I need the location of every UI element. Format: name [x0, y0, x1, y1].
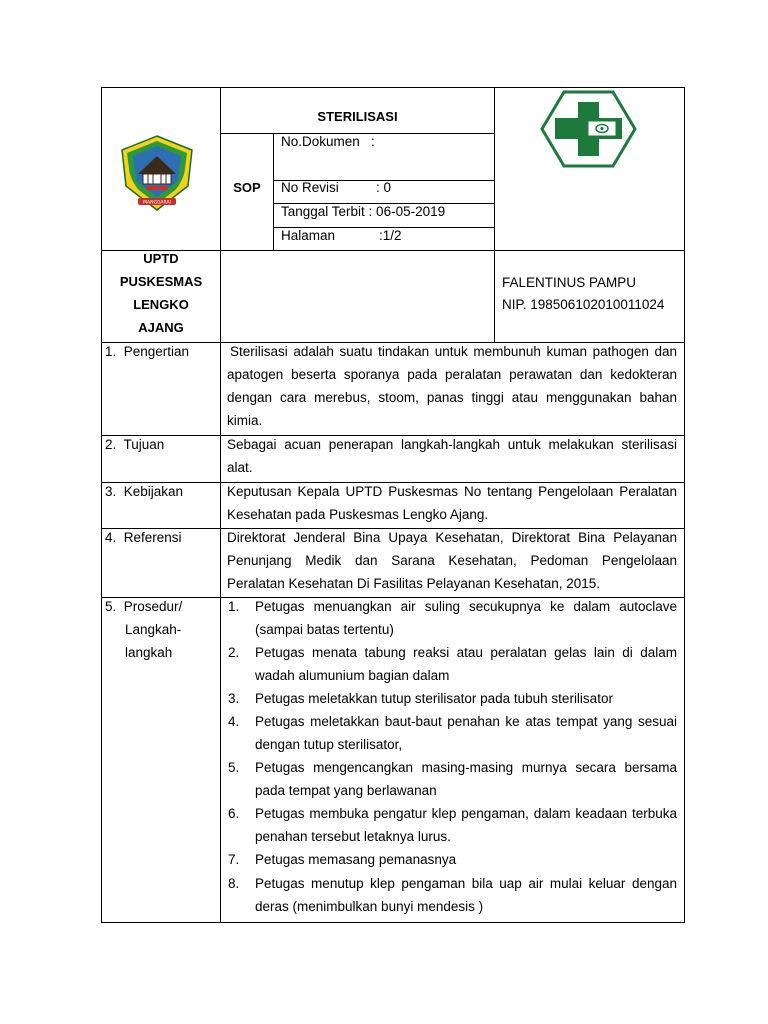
halaman-value: :1/2 — [379, 228, 402, 243]
no-revisi-value: : 0 — [376, 180, 392, 195]
puskesmas-logo — [540, 90, 637, 168]
halaman-label: Halaman — [281, 228, 336, 243]
document-title: STERILISASI — [317, 109, 398, 124]
step-number: 4. — [228, 714, 240, 729]
section-label-referensi: 4. Referensi — [105, 530, 182, 545]
regency-crest-logo — [118, 134, 196, 214]
step-number: 2. — [228, 645, 240, 660]
sop-label: SOP — [233, 180, 261, 195]
org-name-line-1: UPTD — [143, 251, 179, 266]
step-number: 7. — [228, 852, 240, 867]
step-text: Petugas mengencangkan masing-masing murnya secara bersama pada tempat yang berlawanan — [255, 760, 677, 798]
step-text: Petugas menutup klep pengaman bila uap air mulai keluar dengan deras (menimbulkan bunyi mendesis ) — [255, 876, 677, 914]
step-text: Petugas memasang pemanasnya — [255, 852, 457, 867]
org-name-line-3: LENGKO — [133, 297, 189, 312]
org-name-line-2: PUSKESMAS — [119, 274, 203, 289]
signer-name: FALENTINUS PAMPU — [502, 275, 637, 290]
signer-nip: NIP. 198506102010011024 — [502, 297, 665, 312]
no-revisi-label: No Revisi — [281, 180, 339, 195]
step-number: 8. — [228, 876, 240, 891]
svg-text:MANGGARAI: MANGGARAI — [143, 200, 171, 206]
procedure-label-line-3: langkah — [125, 645, 173, 660]
step-number: 6. — [228, 806, 240, 821]
section-label-tujuan: 2. Tujuan — [105, 437, 165, 452]
step-text: Petugas meletakkan baut-baut penahan ke atas tempat yang sesuai dengan tutup sterilisator, — [255, 714, 677, 752]
step-text: Petugas membuka pengatur klep pengaman, dalam keadaan terbuka penahan tersebut letaknya lurus. — [255, 806, 677, 844]
step-text: Petugas menata tabung reaksi atau peralatan gelas lain di dalam wadah alumunium bagian dalam — [255, 645, 677, 683]
step-text: Petugas menuangkan air suling secukupnya ke dalam autoclave (sampai batas tertentu) — [255, 599, 677, 637]
tanggal-terbit-field: Tanggal Terbit : 06-05-2019 — [281, 204, 446, 219]
procedure-label-line-2: Langkah- — [125, 622, 182, 637]
step-number: 1. — [228, 599, 240, 614]
procedure-label-line-1: 5. Prosedur/ — [105, 599, 183, 614]
step-text: Petugas meletakkan tutup sterilisator pada tubuh sterilisator — [255, 691, 613, 706]
no-dokumen-field: No.Dokumen : — [281, 134, 375, 149]
section-label-kebijakan: 3. Kebijakan — [105, 484, 184, 499]
section-label-pengertian: 1. Pengertian — [105, 344, 190, 359]
section-text-tujuan: Sebagai acuan penerapan langkah-langkah untuk melakukan sterilisasi alat. — [227, 437, 677, 475]
step-number: 3. — [228, 691, 240, 706]
section-text-kebijakan: Keputusan Kepala UPTD Puskesmas No tentang Pengelolaan Peralatan Kesehatan pada Puskesmas Lengko Ajang. — [227, 484, 677, 522]
org-name-line-4: AJANG — [138, 320, 184, 335]
section-text-referensi: Direktorat Jenderal Bina Upaya Kesehatan, Direktorat Bina Pelayanan Penunjang Medik dan Sarana Kesehatan, Pedoman Pengelolaan Peralatan Kesehatan Di Fasilitas Pelayanan Kesehatan, 2015. — [227, 530, 677, 591]
section-text-pengertian: Sterilisasi adalah suatu tindakan untuk membunuh kuman pathogen dan apatogen beserta sporanya pada peralatan perawatan dan kedokteran dengan cara merebus, stoom, panas tinggi atau menggunakan bahan kimia. — [227, 344, 677, 428]
step-number: 5. — [228, 760, 240, 775]
